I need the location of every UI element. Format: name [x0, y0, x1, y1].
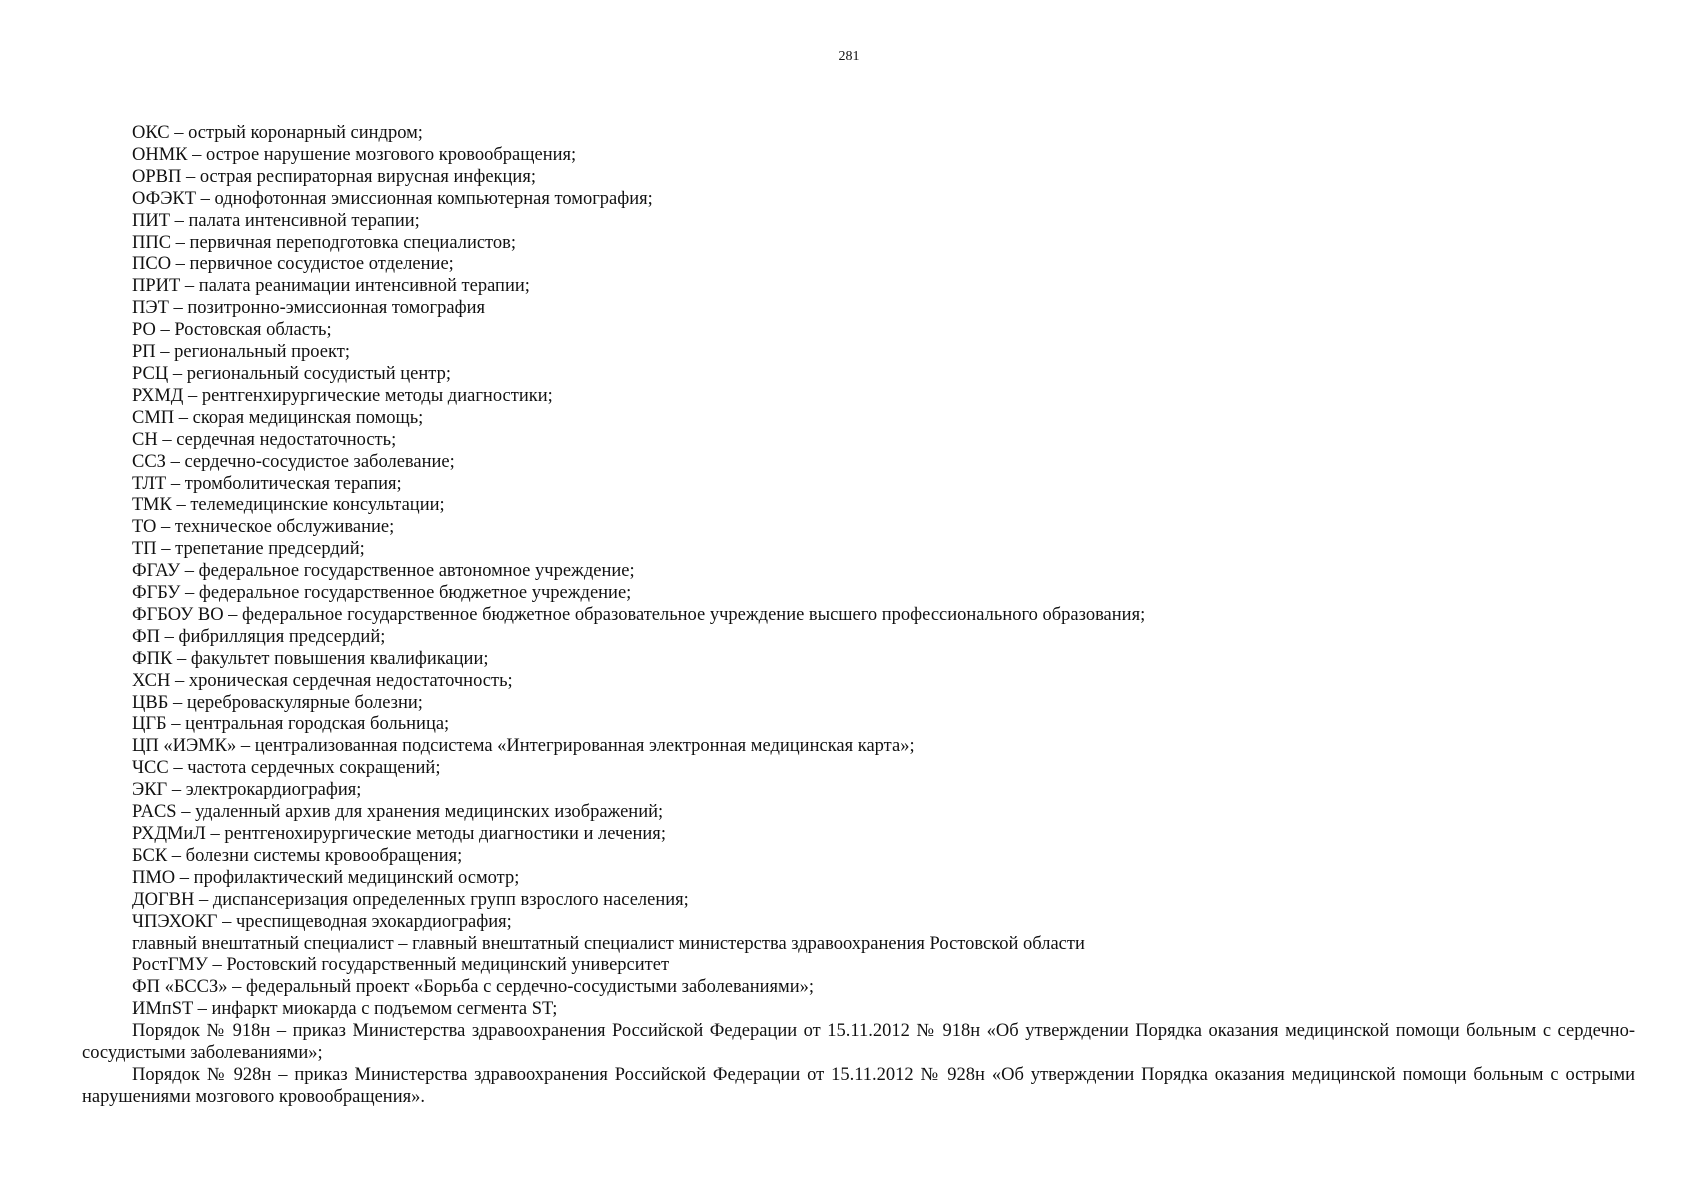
abbreviation-impst: ИМпST – инфаркт миокарда с подъемом сегмента ST;: [132, 999, 558, 1020]
abbreviation-fp: ФП – фибрилляция предсердий;: [132, 626, 386, 647]
abbreviation-rhdmil: РХДМиЛ – рентгенохирургические методы диагностики и лечения;: [132, 824, 666, 844]
abbreviation-tp: ТП – трепетание предсердий;: [132, 539, 365, 560]
abbreviation-fp-bssz: ФП «БССЗ» – федеральный проект «Борьба с сердечно-сосудистыми заболеваниями»;: [132, 977, 815, 998]
abbreviation-orvp: ОРВП – острая респираторная вирусная инфекция;: [132, 166, 536, 187]
abbreviation-pmo: ПМО – профилактический медицинский осмотр;: [132, 867, 520, 888]
abbreviation-cvb: ЦВБ – цереброваскулярные болезни;: [132, 692, 423, 713]
abbreviation-ssz: ССЗ – сердечно-сосудистое заболевание;: [132, 451, 455, 472]
abbreviation-prit: ПРИТ – палата реанимации интенсивной терапии;: [132, 276, 530, 297]
order-928n-paragraph: Порядок № 928н – приказ Министерства здравоохранения Российской Федерации от 15.11.2012 № 928н «Об утверждении Порядка оказания медицинской помощи больным с острыми нарушениями мозгового кровообращения».: [82, 1064, 1635, 1107]
abbreviation-rp: РП – региональный проект;: [132, 342, 350, 363]
abbreviation-chpehokg: ЧПЭХОКГ – чреспищеводная эхокардиография;: [132, 911, 512, 932]
abbreviation-rhmd: РХМД – рентгенхирургические методы диагностики;: [132, 385, 553, 406]
abbreviation-bsk: БСК – болезни системы кровообращения;: [132, 845, 463, 866]
abbreviation-tmk: ТМК – телемедицинские консультации;: [132, 495, 445, 516]
abbreviation-tlt: ТЛТ – тромболитическая терапия;: [132, 473, 402, 494]
abbreviation-fgbou-vo: ФГБОУ ВО – федеральное государственное бюджетное образовательное учреждение высшего профессионального образования;: [132, 604, 1146, 625]
abbreviation-rostgmu: РостГМУ – Ростовский государственный медицинский университет: [132, 955, 670, 976]
order-918n-paragraph: Порядок № 918н – приказ Министерства здравоохранения Российской Федерации от 15.11.2012 № 918н «Об утверждении Порядка оказания медицинской помощи больным с сердечно-сосудистыми заболеваниями»;: [82, 1021, 1635, 1064]
abbreviation-pet: ПЭТ – позитронно-эмиссионная томография: [132, 298, 485, 319]
abbreviation-rsc: РСЦ – региональный сосудистый центр;: [132, 363, 451, 384]
abbreviation-list: [82, 123, 1635, 1109]
abbreviation-dogvn: ДОГВН – диспансеризация определенных групп взрослого населения;: [132, 889, 689, 910]
abbreviation-hsn: ХСН – хроническая сердечная недостаточность;: [132, 670, 513, 691]
abbreviation-cp-iemk: ЦП «ИЭМК» – централизованная подсистема «Интегрированная электронная медицинская карта»;: [132, 736, 915, 757]
abbreviation-chief-specialist: главный внештатный специалист – главный внештатный специалист министерства здравоохранения Ростовской области: [132, 933, 1085, 954]
abbreviation-ro: РО – Ростовская область;: [132, 320, 332, 341]
abbreviation-pps: ППС – первичная переподготовка специалистов;: [132, 232, 517, 253]
abbreviation-cgb: ЦГБ – центральная городская больница;: [132, 714, 450, 735]
abbreviation-okc: ОКС – острый коронарный синдром;: [132, 123, 423, 143]
abbreviation-pacs: PACS – удаленный архив для хранения медицинских изображений;: [132, 802, 664, 823]
abbreviation-to: ТО – техническое обслуживание;: [132, 517, 395, 538]
abbreviation-fgau: ФГАУ – федеральное государственное автономное учреждение;: [132, 561, 635, 582]
abbreviation-smp: СМП – скорая медицинская помощь;: [132, 407, 424, 428]
page-number: 281: [838, 49, 860, 64]
abbreviation-fgbu: ФГБУ – федеральное государственное бюджетное учреждение;: [132, 583, 632, 604]
abbreviation-pit: ПИТ – палата интенсивной терапии;: [132, 210, 420, 231]
abbreviation-sn: СН – сердечная недостаточность;: [132, 429, 397, 450]
abbreviation-ekg: ЭКГ – электрокардиография;: [132, 780, 362, 801]
abbreviation-ofekt: ОФЭКТ – однофотонная эмиссионная компьютерная томография;: [132, 188, 653, 209]
abbreviation-fpk: ФПК – факультет повышения квалификации;: [132, 648, 489, 669]
abbreviation-pso: ПСО – первичное сосудистое отделение;: [132, 254, 454, 275]
abbreviation-chss: ЧСС – частота сердечных сокращений;: [132, 758, 441, 779]
abbreviation-onmk: ОНМК – острое нарушение мозгового кровообращения;: [132, 144, 577, 165]
